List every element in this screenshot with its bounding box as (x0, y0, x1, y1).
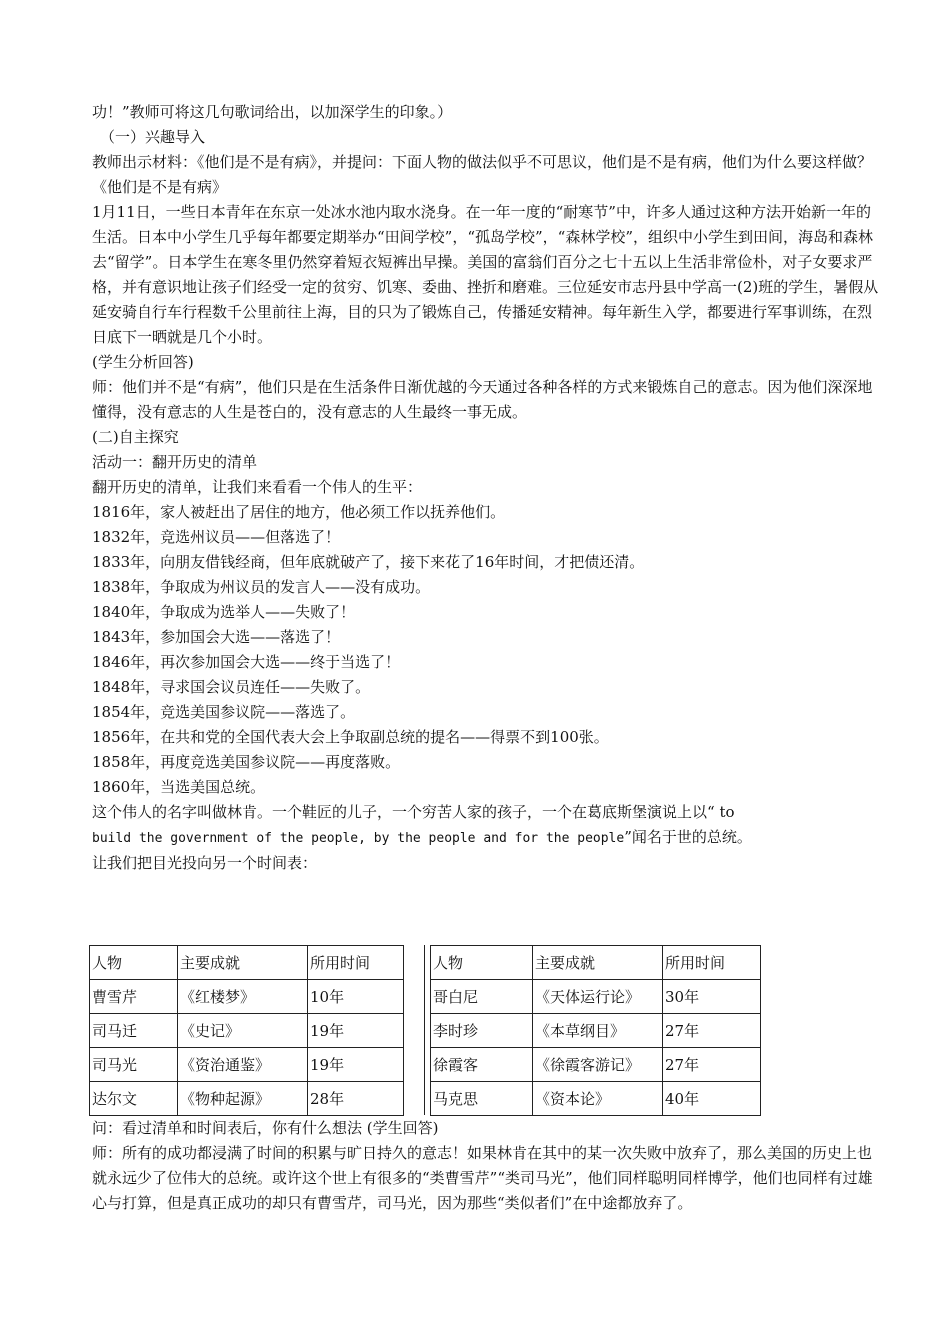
timeline-item: 1856年，在共和党的全国代表大会上争取副总统的提名——得票不到100张。 (92, 728, 609, 746)
table-cell: 李时珍 (431, 1014, 533, 1048)
material-title: 《他们是不是有病》 (92, 178, 228, 196)
document-body (92, 100, 882, 876)
table-cell: 《物种起源》 (178, 1082, 308, 1116)
table-cell: 《徐霞客游记》 (533, 1048, 663, 1082)
header-time: 所用时间 (308, 946, 404, 980)
section1-prompt: 教师出示材料：《他们是不是有病》，并提问：下面人物的做法似乎不可思议，他们是不是有病，他们为什么要这样做？ (92, 153, 873, 171)
timeline-item: 1833年，向朋友借钱经商，但年底就破产了，接下来花了16年时间，才把债还清。 (92, 553, 645, 571)
table-row (431, 980, 761, 1014)
table-cell: 哥白尼 (431, 980, 533, 1014)
table-cell: 徐霞客 (431, 1048, 533, 1082)
header-achievement: 主要成就 (533, 946, 663, 980)
table-cell: 27年 (663, 1014, 761, 1048)
table-row (431, 1048, 761, 1082)
timeline-item: 1843年，参加国会大选——落选了！ (92, 628, 341, 646)
teacher-comment-2: 师：所有的成功都浸满了时间的积累与旷日持久的意志！如果林肯在其中的某一次失败中放弃了，那么美国的历史上也就永远少了位伟大的总统。或许这个世上有很多的“类曹雪芹”“类司马光”，他们同样聪明同样博学，他们也同样有过雄心与打算，但是真正成功的却只有曹雪芹，司马光，因为那些“类似者们”在中途都放弃了。 (92, 1144, 873, 1212)
lincoln-line-1: 这个伟人的名字叫做林肯。一个鞋匠的儿子，一个穷苦人家的孩子，一个在葛底斯堡演说上以“ to (92, 803, 735, 821)
table-cell: 《天体运行论》 (533, 980, 663, 1014)
table-cell: 司马光 (90, 1048, 178, 1082)
achievements-table-left (89, 945, 404, 1116)
table-row (431, 1014, 761, 1048)
section1-heading: （一）兴趣导入 (100, 128, 206, 146)
table-cell: 19年 (308, 1048, 404, 1082)
timeline-item: 1816年，家人被赶出了居住的地方，他必须工作以抚养他们。 (92, 503, 506, 521)
table-cell: 马克思 (431, 1082, 533, 1116)
timeline-item: 1848年，寻求国会议员连任——失败了。 (92, 678, 371, 696)
header-person: 人物 (431, 946, 533, 980)
table-divider (424, 945, 426, 1115)
table-cell: 40年 (663, 1082, 761, 1116)
activity1-intro: 翻开历史的清单，让我们来看看一个伟人的生平： (92, 478, 423, 496)
table-cell: 《资治通鉴》 (178, 1048, 308, 1082)
student-answer-1: (学生分析回答) (92, 353, 194, 371)
section2-heading: (二)自主探究 (92, 428, 179, 446)
header-time: 所用时间 (663, 946, 761, 980)
table-row (90, 1048, 404, 1082)
table-header-row (431, 946, 761, 980)
lincoln-line-2-tail: ”闻名于世的总统。 (624, 828, 752, 846)
table-cell: 《史记》 (178, 1014, 308, 1048)
timeline-item: 1840年，争取成为选举人——失败了！ (92, 603, 356, 621)
table-cell: 19年 (308, 1014, 404, 1048)
closing-section (92, 1116, 882, 1216)
table-cell: 《本草纲目》 (533, 1014, 663, 1048)
table-cell: 《资本论》 (533, 1082, 663, 1116)
teacher-comment-1: 师：他们并不是“有病”，他们只是在生活条件日渐优越的今天通过各种各样的方式来锻炼自己的意志。因为他们深深地懂得，没有意志的人生是苍白的，没有意志的人生最终一事无成。 (92, 378, 873, 421)
timetable-intro: 让我们把目光投向另一个时间表： (92, 854, 318, 872)
timeline-item: 1860年，当选美国总统。 (92, 778, 266, 796)
lincoln-quote: build the government of the people, by the people and for the people (92, 831, 625, 846)
reflection-question: 问：看过清单和时间表后，你有什么想法 (学生回答) (92, 1119, 439, 1137)
table-cell: 司马迁 (90, 1014, 178, 1048)
timeline-item: 1832年，竞选州议员——但落选了！ (92, 528, 341, 546)
table-cell: 《红楼梦》 (178, 980, 308, 1014)
timeline-item: 1854年，竞选美国参议院——落选了。 (92, 703, 356, 721)
header-person: 人物 (90, 946, 178, 980)
table-header-row (90, 946, 404, 980)
timeline-item: 1846年，再次参加国会大选——终于当选了！ (92, 653, 401, 671)
activity1-title: 活动一：翻开历史的清单 (92, 453, 258, 471)
lincoln-line-2 (92, 825, 882, 851)
table-cell: 27年 (663, 1048, 761, 1082)
material-body: 1月11日，一些日本青年在东京一处冰水池内取水浇身。在一年一度的“耐寒节”中，许多人通过这种方法开始新一年的生活。日本中小学生几乎每年都要定期举办“田间学校”，“孤岛学校”，“森林学校”，组织中小学生到田间，海岛和森林去“留学”。日本学生在寒冬里仍然穿着短衣短裤出早操。美国的富翁们百分之七十五以上生活非常俭朴，对子女要求严格，并有意识地让孩子们经受一定的贫穷、饥寒、委曲、挫折和磨难。三位延安市志丹县中学高一(2)班的学生，暑假从延安骑自行车行程数千公里前往上海，目的只为了锻炼自己，传播延安精神。每年新生入学，都要进行军事训练，在烈日底下一晒就是几个小时。 (92, 203, 879, 346)
table-row (90, 1014, 404, 1048)
table-cell: 10年 (308, 980, 404, 1014)
header-achievement: 主要成就 (178, 946, 308, 980)
table-row (431, 1082, 761, 1116)
table-cell: 达尔文 (90, 1082, 178, 1116)
timeline-item: 1858年，再度竞选美国参议院——再度落败。 (92, 753, 401, 771)
achievements-table-right (430, 945, 761, 1116)
table-row (90, 980, 404, 1014)
timeline-item: 1838年，争取成为州议员的发言人——没有成功。 (92, 578, 431, 596)
table-cell: 30年 (663, 980, 761, 1014)
intro-tail: 功！”教师可将这几句歌词给出，以加深学生的印象。） (92, 103, 453, 121)
table-cell: 28年 (308, 1082, 404, 1116)
table-row (90, 1082, 404, 1116)
table-cell: 曹雪芹 (90, 980, 178, 1014)
